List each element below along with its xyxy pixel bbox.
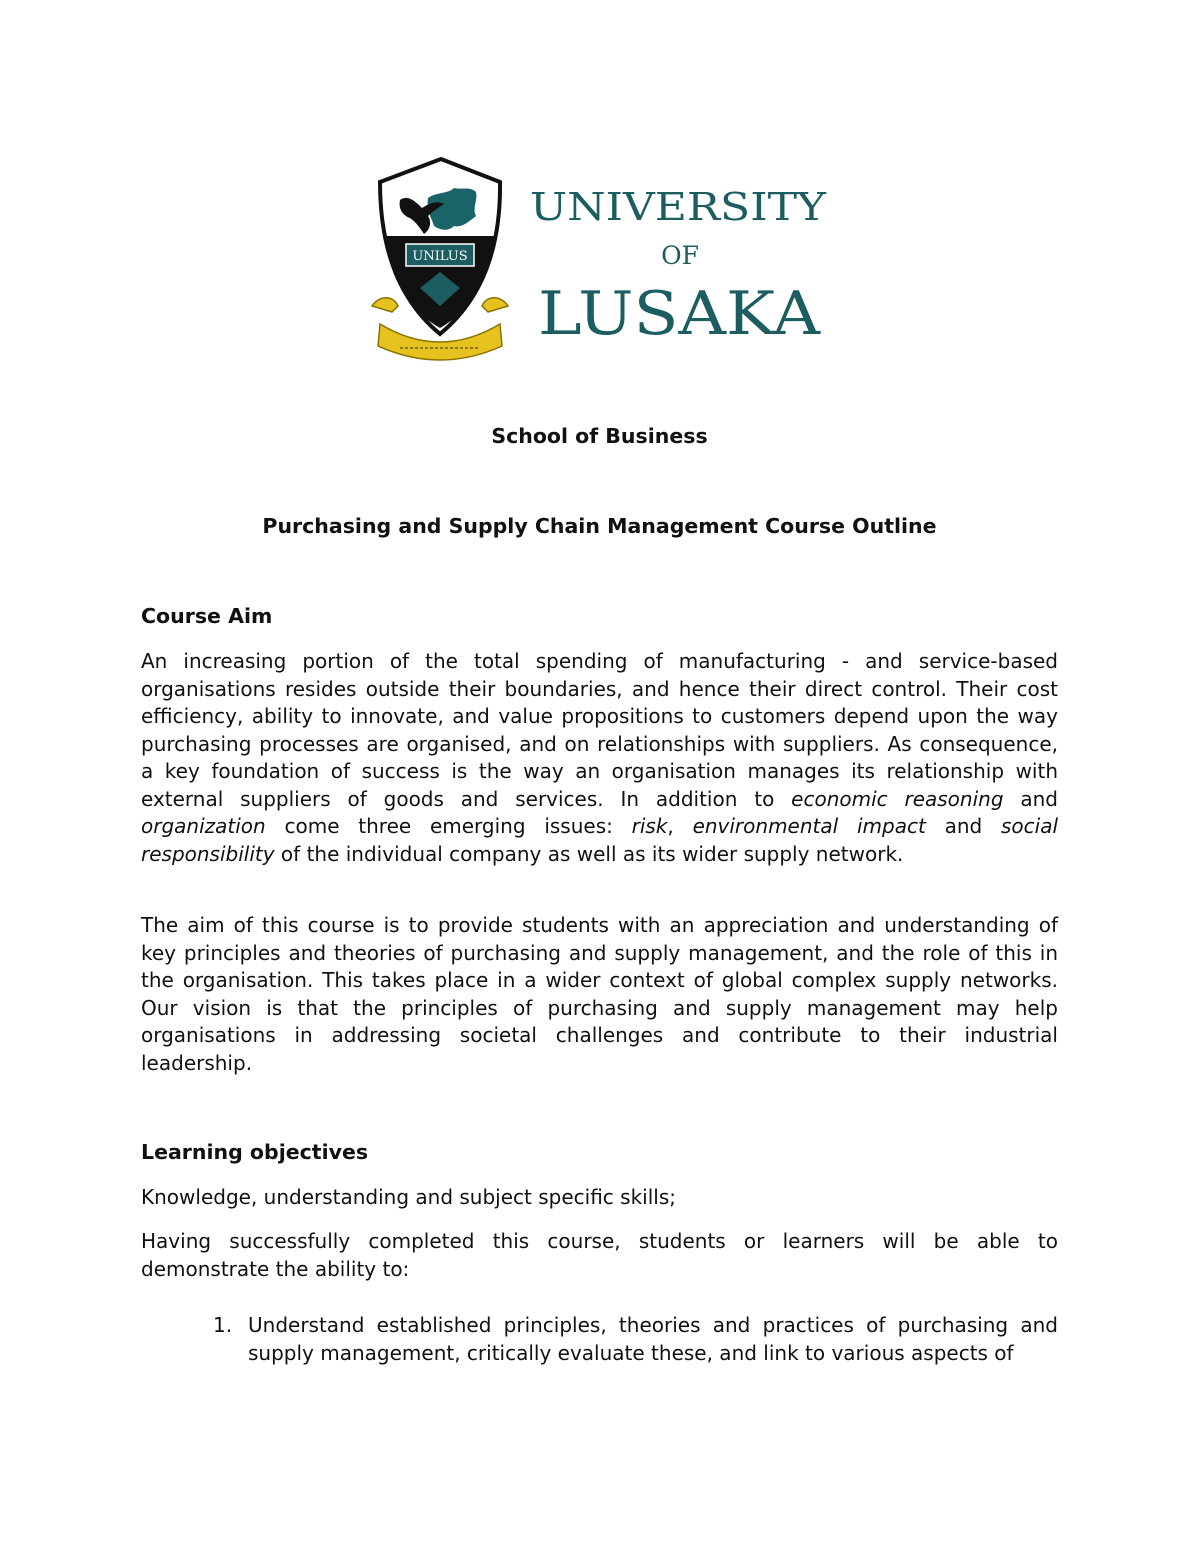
objectives-subheading: Knowledge, understanding and subject specific skills;	[141, 1185, 676, 1209]
learning-objectives-heading: Learning objectives	[141, 1140, 369, 1164]
aim-text-part: and	[925, 814, 1001, 838]
university-logo	[370, 156, 830, 362]
aim-emphasis: social responsibility	[141, 814, 1059, 866]
school-name: School of Business	[491, 424, 708, 448]
list-item-text: Understand established principles, theories and practices of purchasing and supply management, critically evaluate these, and link to various aspects of	[248, 1313, 1058, 1365]
course-aim-paragraph-2: The aim of this course is to provide students with an appreciation and understanding of key principles and theories of purchasing and supply management, and the role of this in the organisation. This takes place in a wider context of global complex supply networks. Our vision is that the principles of purchasing and supply management may help organisations in addressing societal challenges and contribute to their industrial leadership.	[141, 913, 1058, 1075]
shield-text: UNILUS	[412, 249, 468, 264]
wordmark-lusaka: LUSAKA	[538, 279, 821, 349]
aim-text-part: and	[1003, 786, 1058, 811]
aim-emphasis: economic reasoning	[791, 786, 1004, 811]
aim-emphasis: environmental impact	[692, 814, 926, 838]
wordmark-university: UNIVERSITY	[530, 185, 828, 229]
aim-text-part: come three emerging issues:	[265, 814, 632, 838]
objectives-list	[213, 1312, 1058, 1367]
course-title: Purchasing and Supply Chain Management Course Outline	[262, 514, 937, 538]
list-item	[213, 1312, 1058, 1367]
shield-emblem	[380, 159, 500, 334]
aim-text-part: An increasing portion of the total spending of manufacturing - and service-based organisations resides outside their boundaries, and hence their direct control. Their cost efficiency, ability to innovate, and value propositions to customers depend upon the way purchasing processes are organised, and on relationships with suppliers. As consequence, a key foundation of success is the way an organisation manages its relationship with external suppliers of goods and services. In addition to	[141, 649, 1058, 811]
aim-emphasis: risk	[631, 814, 668, 838]
aim-text-part: ,	[667, 814, 693, 838]
course-aim-heading: Course Aim	[141, 604, 273, 628]
list-item-number: 1.	[213, 1313, 233, 1337]
wordmark-of: OF	[661, 241, 699, 270]
aim-text-part: of the individual company as well as its wider supply network.	[274, 841, 904, 866]
objectives-intro: Having successfully completed this course, students or learners will be able to demonstrate the ability to:	[141, 1229, 1058, 1281]
aim-emphasis: organization	[141, 814, 266, 838]
course-aim-paragraph-1	[141, 648, 1058, 868]
